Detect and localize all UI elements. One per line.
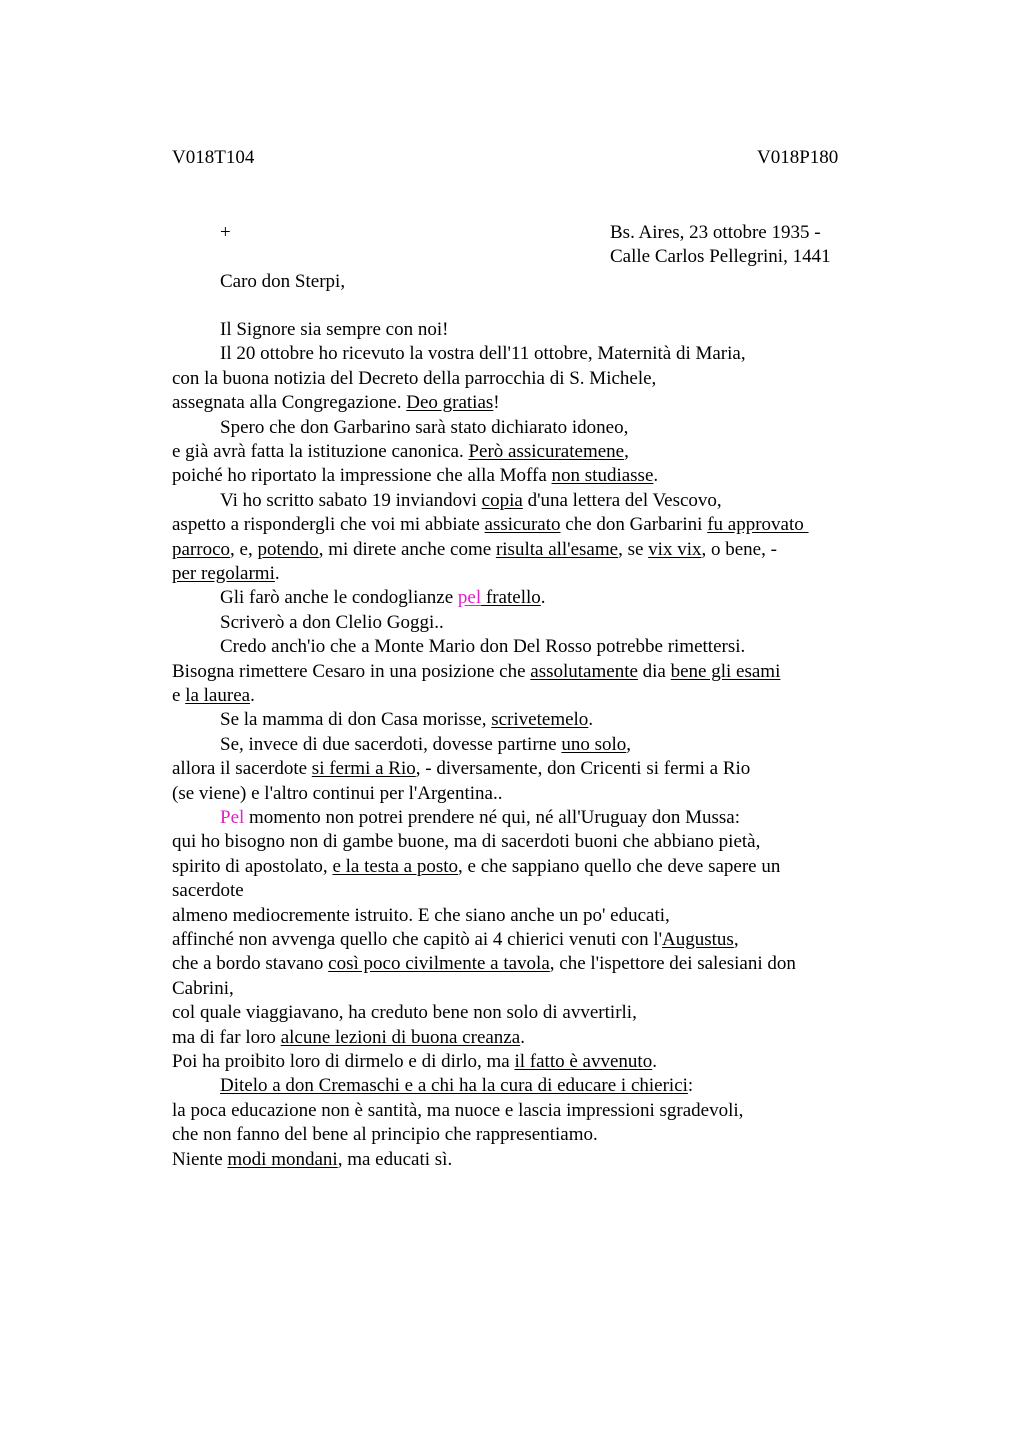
text-line bbox=[172, 538, 777, 562]
text-segment: Bisogna rimettere Cesaro in una posizione che bbox=[172, 660, 531, 682]
underlined-phrase: parroco bbox=[172, 538, 231, 560]
underlined-phrase: Deo gratias bbox=[406, 392, 494, 414]
text-segment: momento non potrei prendere né qui, né all'Uruguay don Mussa: bbox=[244, 807, 741, 828]
header-right-code: V018P180 bbox=[757, 147, 839, 168]
underlined-phrase: Augustus bbox=[662, 929, 734, 950]
text-segment: . bbox=[540, 587, 546, 609]
text-segment: , - diversamente, don Cricenti si fermi a Rio bbox=[415, 758, 751, 780]
text-segment: ! bbox=[493, 392, 500, 414]
text-segment: ma di far loro bbox=[172, 1026, 281, 1048]
text-line bbox=[172, 904, 670, 928]
text-segment: Scriverò a don Clelio Goggi.. bbox=[220, 611, 444, 633]
text-segment: almeno mediocremente istruito. E che siano anche un po' educati, bbox=[172, 904, 670, 926]
text-line bbox=[172, 513, 809, 537]
text-segment: , bbox=[624, 441, 629, 462]
text-line bbox=[172, 757, 750, 781]
text-segment: dia bbox=[637, 660, 671, 682]
text-line bbox=[220, 342, 746, 366]
underlined-phrase: e la testa a posto bbox=[332, 855, 459, 877]
text-segment: che a bordo stavano bbox=[172, 953, 329, 975]
text-segment: spirito di apostolato, bbox=[172, 855, 333, 877]
text-line bbox=[172, 952, 796, 976]
address-line: Calle Carlos Pellegrini, 1441 bbox=[610, 246, 831, 267]
text-line bbox=[172, 464, 658, 488]
underlined-phrase: potendo bbox=[257, 538, 319, 560]
text-segment: che non fanno del bene al principio che rappresentiamo. bbox=[172, 1124, 598, 1146]
text-line bbox=[220, 635, 745, 659]
highlighted-word: Pel bbox=[220, 807, 245, 828]
text-segment: . bbox=[652, 1051, 657, 1072]
underlined-phrase: per regolarmi bbox=[172, 563, 275, 584]
text-line bbox=[172, 1123, 598, 1147]
underlined-phrase: non studiasse bbox=[551, 465, 654, 487]
text-segment: , se bbox=[618, 538, 649, 560]
text-segment: : bbox=[687, 1075, 694, 1097]
text-segment: Gli farò anche le condoglianze bbox=[220, 587, 458, 609]
text-segment: Vi ho scritto sabato 19 inviandovi bbox=[220, 489, 482, 511]
text-line bbox=[172, 1148, 452, 1172]
underlined-phrase: Ditelo a don Cremaschi e a chi ha la cura di educare i chierici bbox=[220, 1075, 688, 1097]
text-segment: Niente bbox=[172, 1148, 228, 1170]
text-line bbox=[172, 1099, 743, 1123]
text-line bbox=[172, 684, 255, 708]
underlined-phrase: alcune lezioni di buona creanza bbox=[280, 1026, 521, 1048]
text-segment: assegnata alla Congregazione. bbox=[172, 392, 407, 414]
underlined-phrase: assolutamente bbox=[530, 660, 638, 682]
text-segment: Se, invece di due sacerdoti, dovesse partirne bbox=[220, 733, 562, 755]
text-segment: aspetto a rispondergli che voi mi abbiate bbox=[172, 514, 485, 536]
underlined-phrase: vix vix bbox=[648, 538, 702, 560]
text-segment: Poi ha proibito loro di dirmelo e di dirlo, ma bbox=[172, 1051, 515, 1072]
cross-mark: + bbox=[220, 222, 231, 243]
text-line bbox=[172, 1001, 637, 1025]
text-segment: d'una lettera del Vescovo, bbox=[522, 489, 722, 511]
underlined-phrase: uno solo bbox=[561, 733, 627, 755]
text-line bbox=[172, 830, 760, 854]
text-segment: e già avrà fatta la istituzione canonica. bbox=[172, 441, 469, 462]
text-segment: Se la mamma di don Casa morisse, bbox=[220, 709, 492, 731]
underlined-phrase: risulta all'esame bbox=[495, 538, 619, 560]
text-segment: . bbox=[653, 465, 659, 487]
text-segment: , mi direte anche come bbox=[318, 538, 496, 560]
text-segment: . bbox=[250, 685, 255, 706]
text-segment: . bbox=[274, 563, 280, 584]
text-segment: che don Garbarini bbox=[560, 514, 708, 536]
text-segment: Il 20 ottobre ho ricevuto la vostra dell'11 ottobre, Maternità di Maria, bbox=[220, 343, 746, 365]
text-segment: poiché ho riportato la impressione che alla Moffa bbox=[172, 465, 552, 487]
text-segment: Spero che don Garbarino sarà stato dichiarato idoneo, bbox=[220, 416, 629, 438]
text-line bbox=[172, 440, 629, 464]
underlined-phrase: fu approvato bbox=[707, 514, 809, 536]
text-line bbox=[172, 660, 780, 684]
text-line bbox=[172, 562, 280, 586]
text-segment: , e, bbox=[230, 538, 258, 560]
text-line bbox=[172, 782, 502, 806]
date-line: Bs. Aires, 23 ottobre 1935 - bbox=[610, 222, 821, 243]
text-segment: e bbox=[172, 685, 186, 706]
text-segment: Il Signore sia sempre con noi! bbox=[220, 319, 449, 340]
text-line bbox=[172, 1026, 525, 1050]
text-segment: allora il sacerdote bbox=[172, 758, 312, 780]
text-line bbox=[220, 806, 740, 830]
underlined-phrase: fratello bbox=[481, 587, 541, 609]
text-segment: . bbox=[520, 1026, 525, 1048]
text-segment: , ma educati sì. bbox=[337, 1148, 453, 1170]
text-segment: col quale viaggiavano, ha creduto bene non solo di avvertirli, bbox=[172, 1002, 637, 1024]
text-line bbox=[220, 586, 546, 610]
salutation: Caro don Sterpi, bbox=[220, 271, 346, 292]
underlined-phrase: si fermi a Rio bbox=[311, 758, 416, 780]
text-segment: (se viene) e l'altro continui per l'Argentina.. bbox=[172, 782, 503, 804]
text-line bbox=[220, 489, 722, 513]
text-line bbox=[172, 855, 780, 879]
text-line bbox=[220, 708, 593, 732]
text-segment: , che l'ispettore dei salesiani don bbox=[549, 953, 796, 975]
underlined-phrase: il fatto è avvenuto bbox=[514, 1051, 653, 1072]
underlined-phrase: la laurea bbox=[185, 685, 251, 706]
text-segment: sacerdote bbox=[172, 880, 244, 902]
text-segment: la poca educazione non è santità, ma nuoce e lascia impressioni sgradevoli, bbox=[172, 1099, 744, 1121]
underlined-phrase: modi mondani bbox=[227, 1148, 338, 1170]
text-line bbox=[172, 977, 234, 1001]
text-segment: Credo anch'io che a Monte Mario don Del Rosso potrebbe rimettersi. bbox=[220, 636, 746, 658]
underlined-phrase: pel bbox=[457, 587, 482, 609]
text-line bbox=[220, 733, 631, 757]
text-segment: affinché non avvenga quello che capitò ai 4 chierici venuti con l' bbox=[172, 929, 663, 950]
text-line bbox=[220, 416, 628, 440]
underlined-phrase: Però assicuratemene bbox=[468, 441, 625, 462]
text-segment: . bbox=[588, 709, 594, 731]
underlined-phrase: assicurato bbox=[484, 514, 561, 536]
underlined-phrase: copia bbox=[481, 489, 523, 511]
text-segment: con la buona notizia del Decreto della parrocchia di S. Michele, bbox=[172, 367, 657, 389]
text-segment: qui ho bisogno non di gambe buone, ma di sacerdoti buoni che abbiano pietà, bbox=[172, 831, 761, 853]
text-line bbox=[172, 879, 244, 903]
underlined-phrase: bene gli esami bbox=[670, 660, 781, 682]
text-segment: Cabrini, bbox=[172, 977, 234, 999]
text-line bbox=[220, 611, 444, 635]
text-segment: , o bene, - bbox=[701, 538, 777, 560]
underlined-phrase: scrivetemelo bbox=[491, 709, 589, 731]
text-line bbox=[172, 1050, 657, 1074]
text-segment: , e che sappiano quello che deve sapere un bbox=[458, 855, 781, 877]
text-line bbox=[172, 928, 739, 952]
text-line bbox=[220, 318, 448, 342]
text-line bbox=[220, 1074, 693, 1098]
text-line bbox=[172, 367, 656, 391]
text-line bbox=[172, 391, 500, 415]
underlined-phrase: così poco civilmente a tavola bbox=[328, 953, 550, 975]
text-segment: , bbox=[733, 929, 739, 950]
text-segment: , bbox=[626, 733, 632, 755]
header-left-code: V018T104 bbox=[172, 147, 255, 168]
